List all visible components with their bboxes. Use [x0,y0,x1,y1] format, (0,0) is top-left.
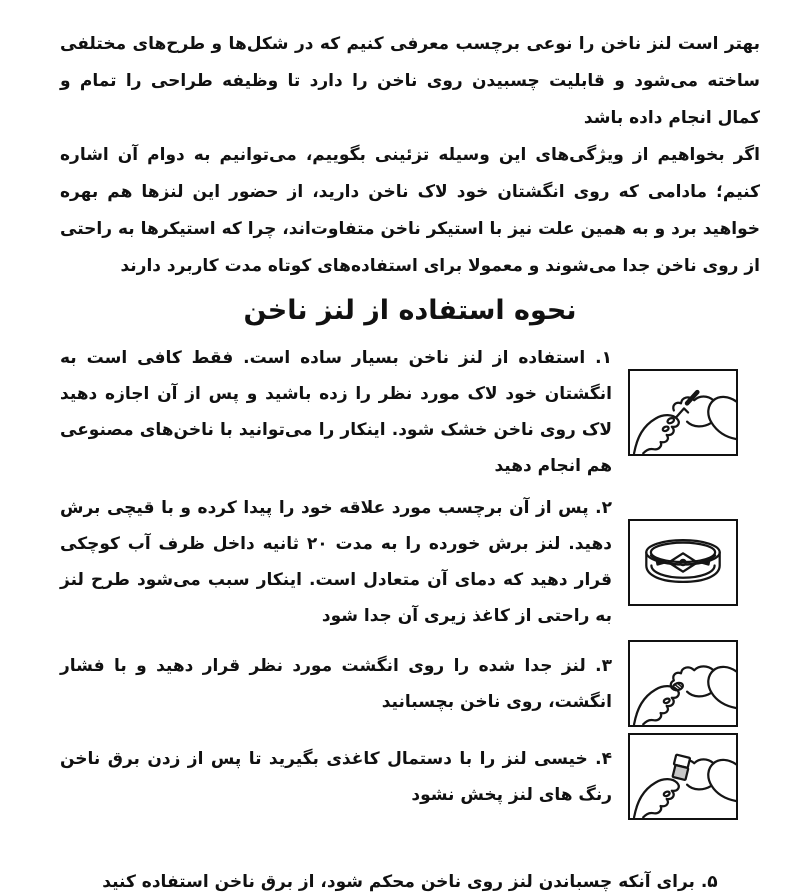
step-2-figure-frame [628,519,738,606]
step-text-2: ۲. پس از آن برچسب مورد علاقه خود را پیدا کرده و با قیچی برش دهید. لنز برش خورده را به مدت ۲۰ ثانیه داخل ظرف آب کوچکی قرار دهید که دمای آن متعادل است. اینکار سبب می‌شود طرح لنز به راحتی از کاغذ زیری آن جدا شود [60,498,612,626]
blot-with-tissue-icon [630,735,736,818]
step-1-figure-frame [628,369,738,456]
press-lens-on-nail-icon [630,642,736,725]
step-text-3: ۳. لنز جدا شده را روی انگشت مورد نظر قرار دهید و با فشار انگشت، روی ناخن بچسبانید [60,655,612,712]
step-row-2 [60,490,760,634]
step-row-4 [60,733,760,820]
lens-in-water-dish-icon [630,521,736,604]
brush-painting-nails-icon [630,371,736,454]
step-3-figure-frame [628,640,738,727]
step-row-3 [60,640,760,727]
step-text-5: ۵. برای آنکه چسباندن لنز روی ناخن محکم شود، از برق ناخن استفاده کنید [102,872,718,892]
step-4-figure-frame [628,733,738,820]
step-text-4: ۴. خیسی لنز را با دستمال کاغذی بگیرید تا پس از زدن برق ناخن رنگ های لنز پخش نشود [60,748,612,805]
step-row-1 [60,340,760,484]
intro-paragraph-2: اگر بخواهیم از ویژگی‌های این وسیله تزئینی بگوییم، می‌توانیم به دوام آن اشاره کنیم؛ مادامی که روی انگشتان خود لاک ناخن دارید، از حضور این لنزها هم بهره خواهید برد و به همین علت نیز با استیکر ناخن متفاوت‌اند، چرا که استیکرها به راحتی از روی ناخن جدا می‌شوند و معمولا برای استفاده‌های کوتاه مدت کاربرد دارند [60,145,760,276]
intro-paragraph-1: بهتر است لنز ناخن را نوعی برچسب معرفی کنیم که در شکل‌ها و طرح‌های مختلفی ساخته می‌شود و قابلیت چسبیدن روی ناخن را دارد تا وظیفه طراحی را تمام و کمال انجام داده باشد [60,34,760,128]
step-text-1: ۱. استفاده از لنز ناخن بسیار ساده است. فقط کافی است به انگشتان خود لاک مورد نظر را زده باشید و پس از آن اجازه دهید لاک روی ناخن خشک شود. اینکار را می‌توانید با ناخن‌های مصنوعی هم انجام دهید [60,348,612,476]
section-heading: نحوه استفاده از لنز ناخن [243,295,577,326]
